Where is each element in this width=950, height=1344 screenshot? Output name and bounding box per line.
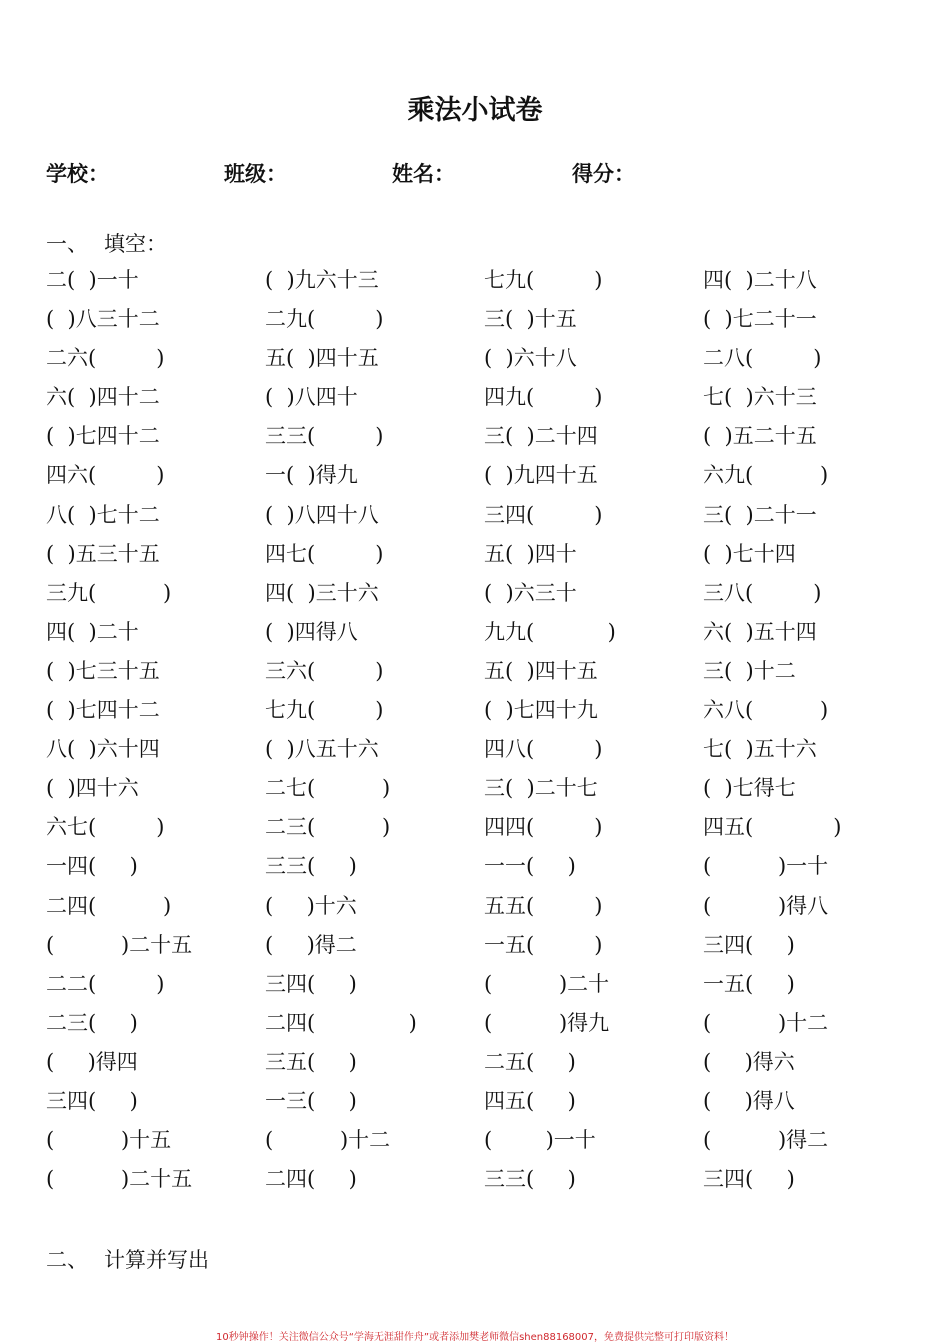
question-item: ( )七四十二 <box>46 424 160 449</box>
question-item: ( )二十五 <box>46 932 193 957</box>
question-item: ( )得八 <box>703 1088 795 1113</box>
question-item: 三六( ) <box>265 658 384 683</box>
question-item: 一四( ) <box>46 854 138 879</box>
question-item: 五( )四十 <box>484 541 577 566</box>
question-item: 一一( ) <box>484 854 576 879</box>
question-item: 三( )二十一 <box>703 502 817 527</box>
question-item: 二四( ) <box>265 1167 357 1192</box>
question-row <box>46 575 926 614</box>
question-item: 二( )一十 <box>46 268 139 292</box>
question-item: 一五( ) <box>703 971 795 996</box>
question-item: ( )得二 <box>265 932 357 957</box>
question-row <box>46 888 926 927</box>
question-item: ( )七十四 <box>703 541 796 566</box>
question-item: 七( )六十三 <box>703 385 817 410</box>
question-item: 四六( ) <box>46 463 165 488</box>
question-item: 三三( ) <box>484 1167 576 1192</box>
question-item: ( )四十六 <box>46 776 139 801</box>
section-label: 填空： <box>104 232 167 256</box>
question-item: 七九( ) <box>484 268 603 292</box>
question-item: ( )得九 <box>484 1010 610 1035</box>
question-item: 二三( ) <box>265 815 391 840</box>
question-item: 八( )七十二 <box>46 502 160 527</box>
question-item: 三三( ) <box>265 424 384 449</box>
question-item: 三五( ) <box>265 1049 357 1074</box>
name-label: 姓名： <box>392 162 455 186</box>
question-item: ( )一十 <box>484 1128 596 1153</box>
question-item: ( )十二 <box>703 1010 829 1035</box>
question-row <box>46 614 926 653</box>
question-row <box>46 497 926 536</box>
question-row <box>46 1044 926 1083</box>
question-item: ( )七三十五 <box>46 658 160 683</box>
question-item: ( )七四十九 <box>484 698 598 723</box>
question-item: 三三( ) <box>265 854 357 879</box>
section-fill-in-heading <box>46 228 167 258</box>
question-item: 四四( ) <box>484 815 603 840</box>
question-item: 五( )四十五 <box>265 346 379 371</box>
question-row <box>46 1122 926 1161</box>
question-row <box>46 379 926 418</box>
question-row <box>46 301 926 340</box>
question-item: 二二( ) <box>46 971 165 996</box>
question-row <box>46 1083 926 1122</box>
section-number: 二、 <box>46 1248 88 1272</box>
question-item: 二七( ) <box>265 776 391 801</box>
question-item: ( )八四十八 <box>265 502 379 527</box>
question-item: ( )七得七 <box>703 776 796 801</box>
question-item: 二九( ) <box>265 307 384 332</box>
question-item: ( )得六 <box>703 1049 795 1074</box>
question-row <box>46 692 926 731</box>
question-item: 三( )十五 <box>484 307 577 332</box>
question-item: 四( )三十六 <box>265 580 379 605</box>
question-item: ( )得二 <box>703 1128 829 1153</box>
question-item: 四九( ) <box>484 385 603 410</box>
question-row <box>46 927 926 966</box>
question-item: 四七( ) <box>265 541 384 566</box>
question-item: 七九( ) <box>265 698 384 723</box>
question-item: 二五( ) <box>484 1049 576 1074</box>
question-row <box>46 966 926 1005</box>
question-item: 二六( ) <box>46 346 165 371</box>
question-row <box>46 731 926 770</box>
question-item: ( )八三十二 <box>46 307 160 332</box>
question-item: ( )六十八 <box>484 346 577 371</box>
section-label: 计算并写出 <box>104 1248 209 1272</box>
question-item: ( )十五 <box>46 1128 172 1153</box>
question-item: 二八( ) <box>703 346 822 371</box>
page-title: 乘法小试卷 <box>407 95 543 126</box>
question-item: 三( )二十四 <box>484 424 598 449</box>
question-row <box>46 653 926 692</box>
question-item: ( )四得八 <box>265 619 358 644</box>
question-item: 四八( ) <box>484 737 603 762</box>
score-label: 得分： <box>572 162 635 186</box>
question-item: 三四( ) <box>484 502 603 527</box>
question-item: 四( )二十 <box>46 619 139 644</box>
school-label: 学校： <box>46 162 109 186</box>
question-item: ( )六三十 <box>484 580 577 605</box>
question-item: 三四( ) <box>703 1167 795 1192</box>
question-item: 四五( ) <box>703 815 842 840</box>
question-item: ( )九四十五 <box>484 463 598 488</box>
question-item: ( )八四十 <box>265 385 358 410</box>
question-item: 二三( ) <box>46 1010 138 1035</box>
question-item: 六( )五十四 <box>703 619 817 644</box>
section-calculate-heading <box>46 1244 209 1274</box>
question-grid <box>46 262 926 1200</box>
question-row <box>46 1005 926 1044</box>
question-item: 五( )四十五 <box>484 658 598 683</box>
question-item: 三四( ) <box>265 971 357 996</box>
question-item: ( )七四十二 <box>46 698 160 723</box>
question-item: ( )八五十六 <box>265 737 379 762</box>
question-row <box>46 262 926 301</box>
question-item: ( )二十 <box>484 971 610 996</box>
question-item: 五五( ) <box>484 893 603 918</box>
question-row <box>46 340 926 379</box>
question-item: 三四( ) <box>703 932 795 957</box>
section-number: 一、 <box>46 232 88 256</box>
question-item: ( )一十 <box>703 854 829 879</box>
question-item: 六八( ) <box>703 698 829 723</box>
question-item: 七( )五十六 <box>703 737 817 762</box>
footer-notice: 10秒钟操作！关注微信公众号“学海无涯甜作舟”或者添加樊老师微信shen88168007，免费提供完整可打印版资料！ <box>215 1332 735 1343</box>
question-item: ( )十六 <box>265 893 357 918</box>
question-item: 一五( ) <box>484 932 603 957</box>
question-item: ( )二十五 <box>46 1167 193 1192</box>
question-row <box>46 848 926 887</box>
question-item: 二四( ) <box>265 1010 417 1035</box>
question-item: 一三( ) <box>265 1088 357 1113</box>
question-item: 三四( ) <box>46 1088 138 1113</box>
student-info-row <box>0 158 950 188</box>
class-label: 班级： <box>224 162 287 186</box>
question-item: 三( )十二 <box>703 658 796 683</box>
question-row <box>46 457 926 496</box>
question-item: ( )五二十五 <box>703 424 817 449</box>
question-item: 三八( ) <box>703 580 822 605</box>
question-item: 四五( ) <box>484 1088 576 1113</box>
question-item: 三( )二十七 <box>484 776 598 801</box>
question-item: ( )十二 <box>265 1128 391 1153</box>
question-item: ( )九六十三 <box>265 268 379 292</box>
question-item: ( )得八 <box>703 893 829 918</box>
question-item: 二四( ) <box>46 893 172 918</box>
question-item: 八( )六十四 <box>46 737 160 762</box>
question-item: 九九( ) <box>484 619 616 644</box>
question-item: ( )七二十一 <box>703 307 817 332</box>
question-row <box>46 1161 926 1200</box>
question-item: 六七( ) <box>46 815 165 840</box>
question-row <box>46 418 926 457</box>
question-item: 三九( ) <box>46 580 172 605</box>
question-item: 六( )四十二 <box>46 385 160 410</box>
question-item: ( )五三十五 <box>46 541 160 566</box>
question-item: 四( )二十八 <box>703 268 817 292</box>
question-row <box>46 536 926 575</box>
question-item: 一( )得九 <box>265 463 358 488</box>
question-row <box>46 770 926 809</box>
question-item: 六九( ) <box>703 463 829 488</box>
question-row <box>46 809 926 848</box>
question-item: ( )得四 <box>46 1049 138 1074</box>
